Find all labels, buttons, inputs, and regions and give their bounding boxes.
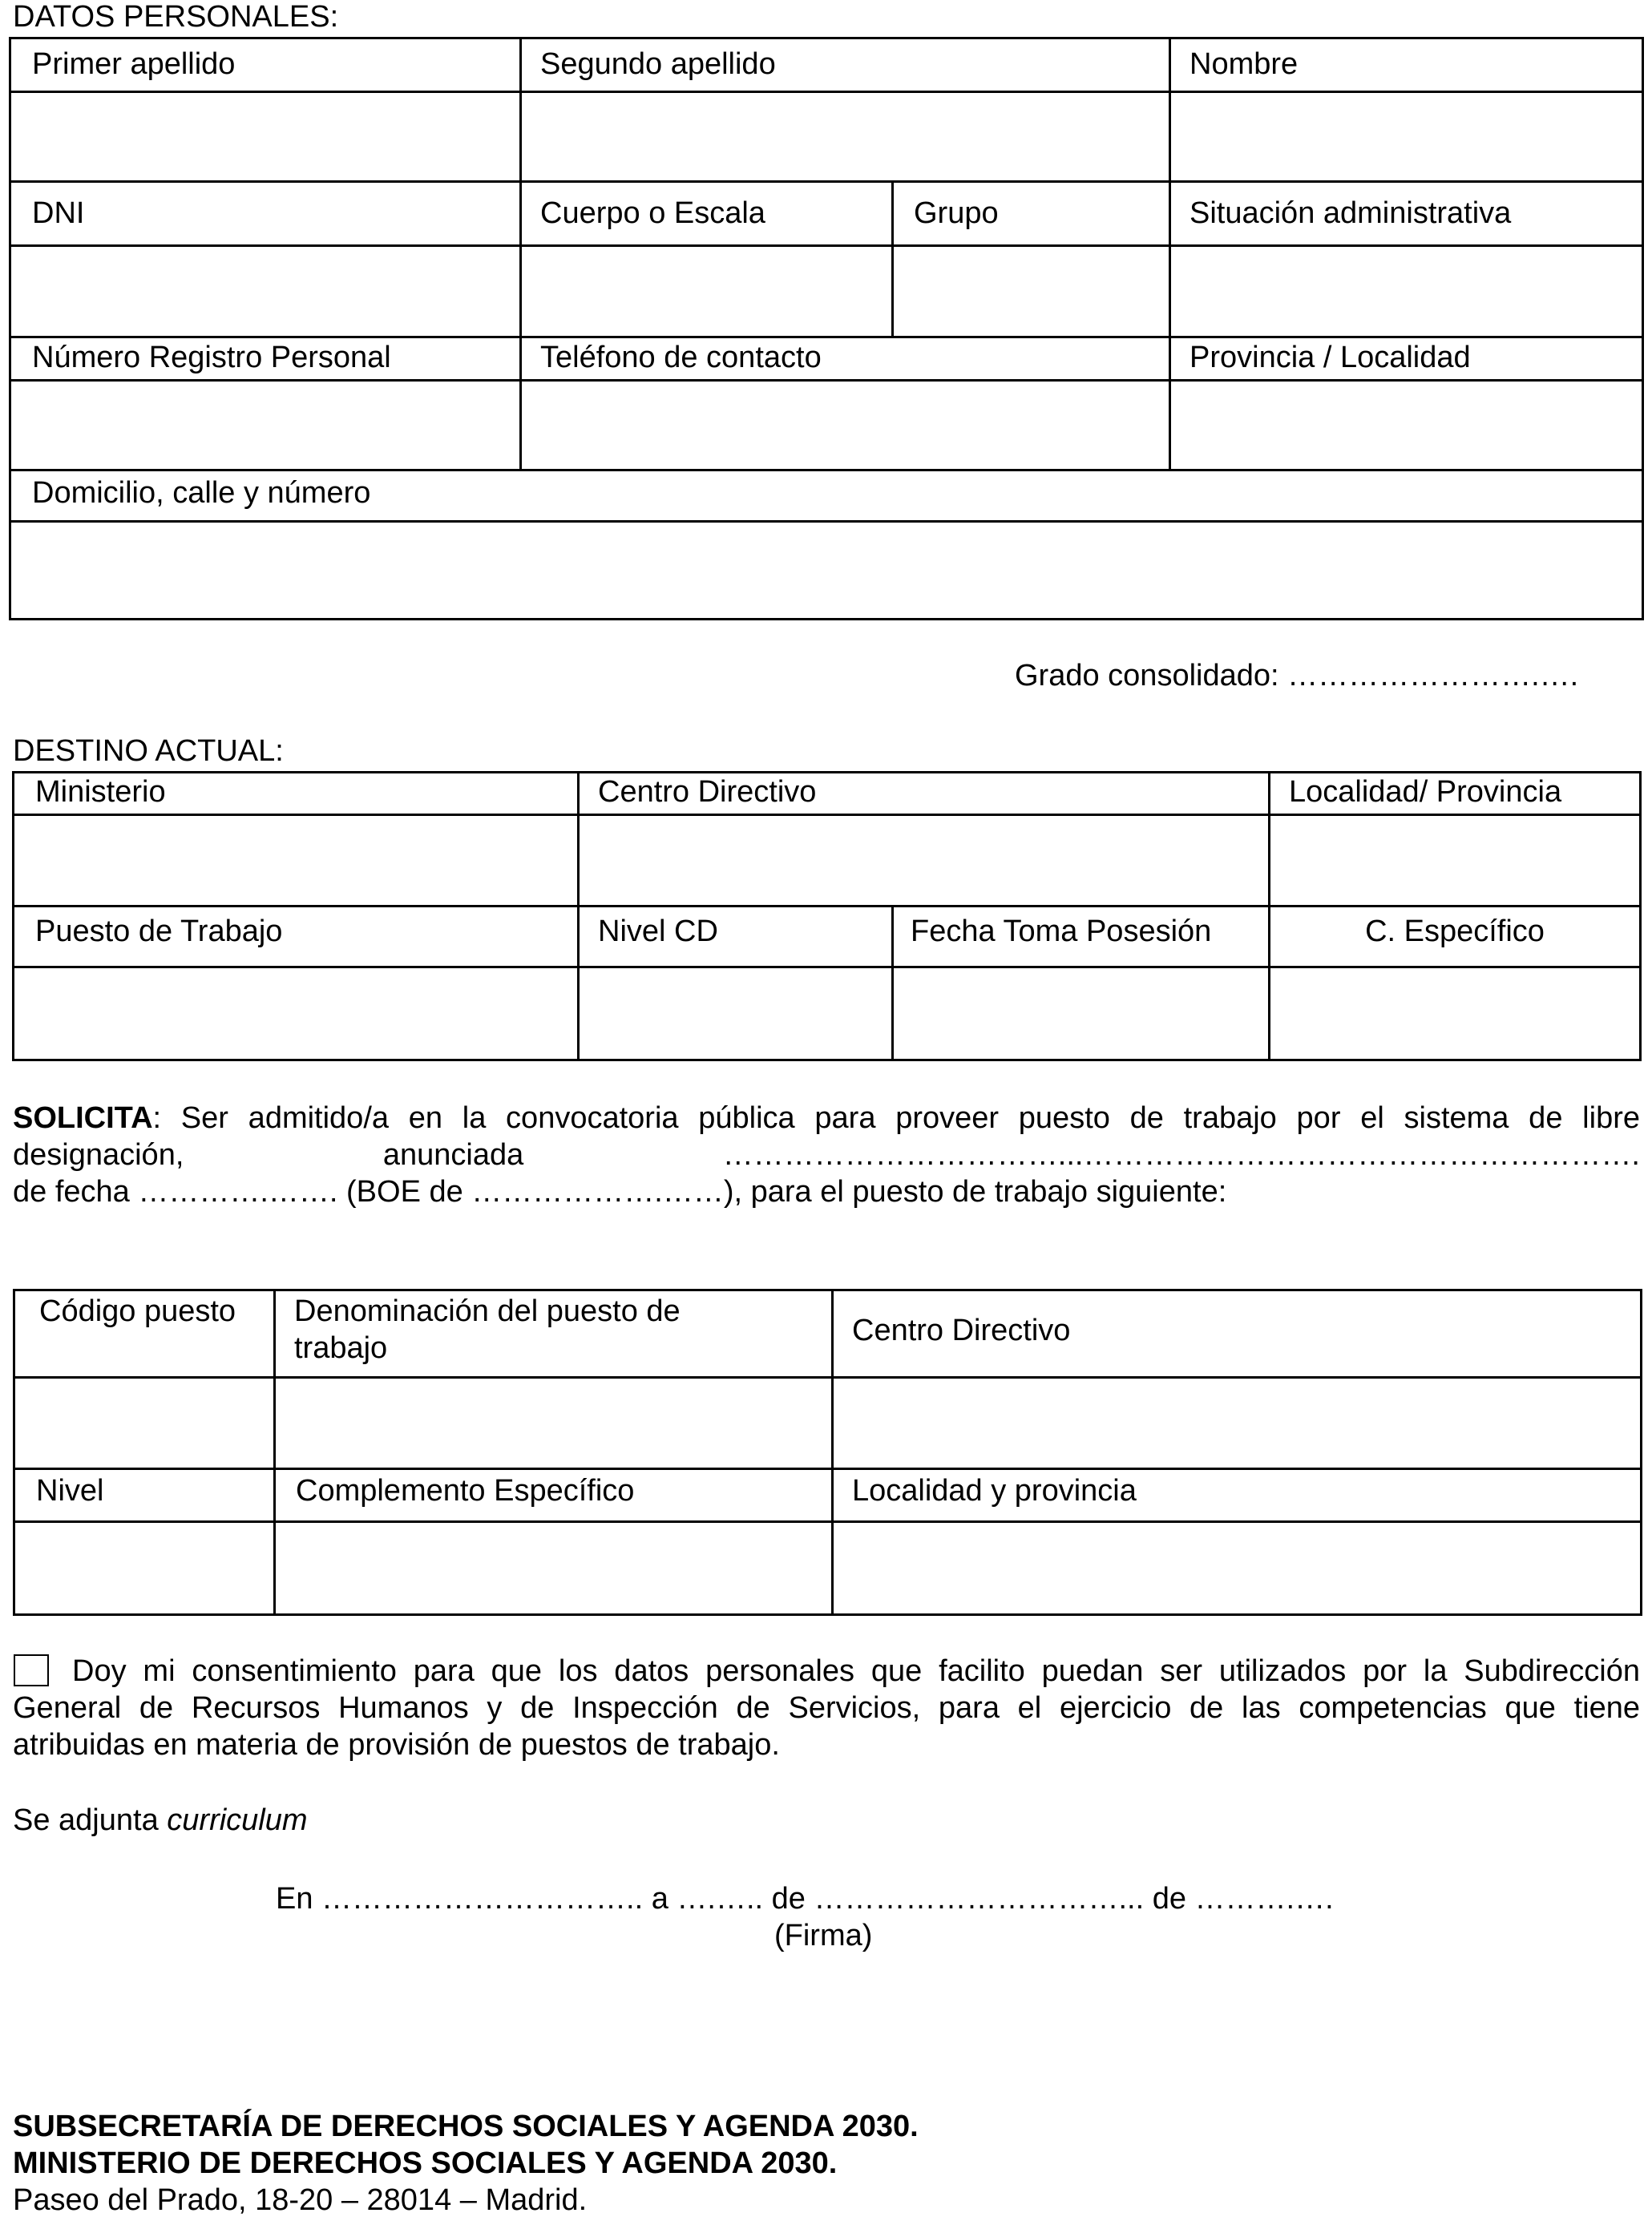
table-divider	[14, 814, 1639, 816]
table-divider	[891, 180, 894, 336]
position-locality-label: Localidad y provincia	[852, 1474, 1137, 1508]
possession-date-field[interactable]	[896, 971, 1268, 1056]
ministry-label: Ministerio	[35, 775, 166, 809]
table-divider	[831, 1291, 834, 1613]
personal-section-title: DATOS PERSONALES:	[13, 0, 339, 34]
registry-number-field[interactable]	[16, 384, 519, 467]
footer-subsecretariat: SUBSECRETARÍA DE DERECHOS SOCIALES Y AGENDA 2030.	[13, 2110, 919, 2143]
table-divider	[519, 39, 522, 469]
table-divider	[11, 379, 1642, 382]
destination-section-title: DESTINO ACTUAL:	[13, 734, 284, 768]
position-code-label: Código puesto	[39, 1294, 236, 1328]
first-surname-field[interactable]	[16, 95, 519, 177]
consent-line-2: General de Recursos Humanos y de Inspección de Servicios, para el ejercicio de las competencias que tiene	[13, 1691, 1640, 1725]
admin-status-field[interactable]	[1173, 249, 1642, 334]
attachment-word: curriculum	[167, 1803, 308, 1837]
table-divider	[11, 244, 1642, 247]
table-divider	[11, 336, 1642, 338]
table-divider	[11, 520, 1642, 523]
job-position-label: Puesto de Trabajo	[35, 915, 283, 948]
position-denomination-label-2: trabajo	[294, 1331, 388, 1365]
level-cd-label: Nivel CD	[598, 915, 718, 948]
position-denomination-label-1: Denominación del puesto de	[294, 1294, 681, 1328]
province-locality-label: Provincia / Localidad	[1190, 341, 1471, 374]
personal-data-table	[9, 37, 1644, 620]
request-line-1	[13, 1100, 1640, 1137]
first-surname-label: Primer apellido	[32, 47, 236, 81]
footer-address: Paseo del Prado, 18-20 – 28014 – Madrid.	[13, 2183, 588, 2217]
position-specific-complement-label: Complemento Específico	[296, 1474, 635, 1508]
table-divider	[15, 1468, 1640, 1470]
name-field[interactable]	[1173, 95, 1642, 177]
possession-date-label: Fecha Toma Posesión	[911, 915, 1212, 948]
position-code-field[interactable]	[20, 1381, 273, 1466]
consent-line-1: Doy mi consentimiento para que los datos personales que facilito puedan ser utilizados por la Subdirección	[72, 1654, 1640, 1688]
admin-status-label: Situación administrativa	[1190, 196, 1512, 230]
position-locality-field[interactable]	[836, 1525, 1638, 1610]
table-divider	[273, 1291, 276, 1613]
group-label: Grupo	[914, 196, 999, 230]
specific-complement-field[interactable]	[1273, 971, 1637, 1056]
corps-label: Cuerpo o Escala	[540, 196, 765, 230]
position-level-field[interactable]	[20, 1525, 273, 1610]
position-specific-complement-field[interactable]	[278, 1525, 831, 1610]
request-keyword: SOLICITA	[13, 1101, 153, 1135]
dni-field[interactable]	[16, 249, 519, 334]
attachment-note	[13, 1803, 308, 1839]
ministry-field[interactable]	[19, 818, 576, 903]
corps-field[interactable]	[524, 249, 891, 334]
signature-place-date: En ………………………….. a ….….. de …………………………... de ……….….	[276, 1882, 1334, 1916]
consolidated-grade-label: Grado consolidado:	[1015, 659, 1279, 693]
level-cd-field[interactable]	[582, 971, 891, 1056]
footer-ministry: MINISTERIO DE DERECHOS SOCIALES Y AGENDA 2030.	[13, 2146, 838, 2180]
table-divider	[14, 905, 1639, 907]
destination-table	[12, 771, 1642, 1061]
directorate-field[interactable]	[582, 818, 1268, 903]
table-divider	[891, 905, 894, 1059]
attachment-prefix: Se adjunta	[13, 1803, 159, 1837]
request-line-1-text: : Ser admitido/a en la convocatoria pública para proveer puesto de trabajo por el sistema de libre	[152, 1101, 1640, 1135]
phone-field[interactable]	[524, 384, 1169, 467]
consent-line-3: atribuidas en materia de provisión de puestos de trabajo.	[13, 1728, 780, 1762]
signature-label: (Firma)	[774, 1919, 873, 1952]
table-divider	[577, 773, 580, 1059]
table-divider	[14, 966, 1639, 968]
name-label: Nombre	[1190, 47, 1299, 81]
directorate-label: Centro Directivo	[598, 775, 817, 809]
table-divider	[11, 91, 1642, 93]
position-level-label: Nivel	[36, 1474, 104, 1508]
position-directorate-label: Centro Directivo	[852, 1314, 1071, 1347]
request-line-2: designación, anunciada ……………………………...……………………………………………….	[13, 1138, 1640, 1172]
consolidated-grade	[1015, 659, 1578, 694]
position-denomination-field[interactable]	[278, 1381, 831, 1466]
locality-province-label: Localidad/ Provincia	[1289, 775, 1562, 809]
locality-province-field[interactable]	[1273, 818, 1637, 903]
group-field[interactable]	[896, 249, 1169, 334]
second-surname-label: Segundo apellido	[540, 47, 776, 81]
dni-label: DNI	[32, 196, 85, 230]
specific-complement-label: C. Específico	[1365, 915, 1545, 948]
table-divider	[15, 1520, 1640, 1523]
table-divider	[11, 180, 1642, 183]
consent-checkbox[interactable]	[14, 1654, 49, 1686]
request-line-3: de fecha ………….……. (BOE de ……………….……), para el puesto de trabajo siguiente:	[13, 1175, 1227, 1209]
second-surname-field[interactable]	[524, 95, 1169, 177]
job-position-field[interactable]	[19, 971, 576, 1056]
consolidated-grade-dots: …………………….….	[1287, 659, 1579, 693]
table-divider	[11, 469, 1642, 471]
address-field[interactable]	[16, 525, 1640, 616]
table-divider	[1169, 39, 1171, 469]
phone-label: Teléfono de contacto	[540, 341, 822, 374]
position-directorate-field[interactable]	[836, 1381, 1638, 1466]
province-locality-field[interactable]	[1173, 384, 1642, 467]
registry-number-label: Número Registro Personal	[32, 341, 391, 374]
address-label: Domicilio, calle y número	[32, 476, 371, 510]
requested-position-table	[13, 1289, 1642, 1616]
table-divider	[15, 1376, 1640, 1379]
